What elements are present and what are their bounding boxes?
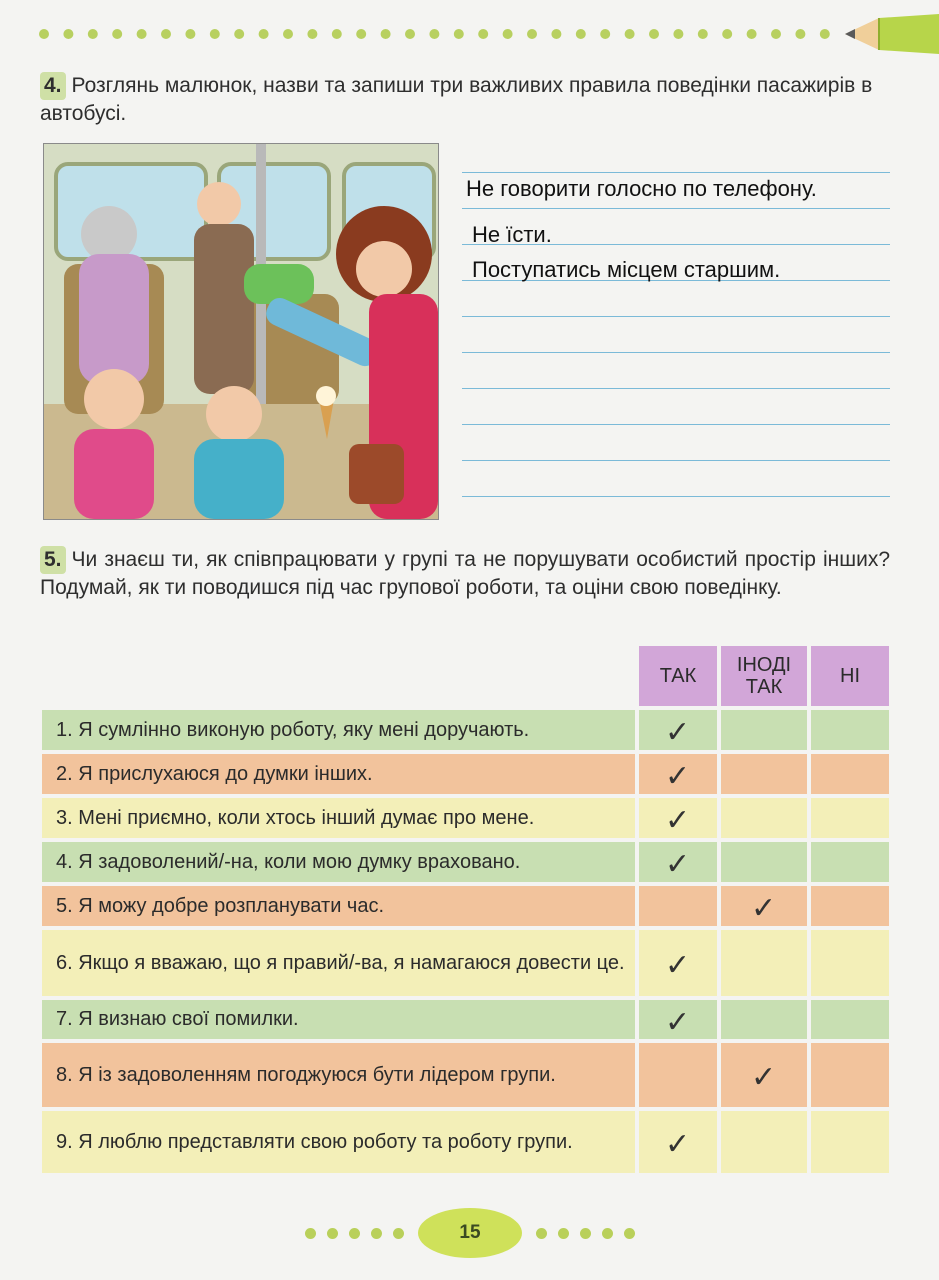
writing-line (462, 496, 890, 497)
answer-3: Поступатись місцем старшим. (472, 257, 781, 282)
check-icon: ✓ (751, 1060, 777, 1095)
check-icon: ✓ (665, 715, 691, 750)
table-cell (721, 798, 807, 838)
writing-line (462, 460, 890, 461)
table-cell (811, 754, 889, 794)
table-cell (811, 842, 889, 882)
table-cell (811, 930, 889, 996)
header-sometimes: ІНОДІ ТАК (721, 646, 807, 706)
check-icon: ✓ (665, 759, 691, 794)
check-icon: ✓ (665, 1004, 691, 1040)
task-number: 5. (40, 546, 66, 574)
answer-lines (462, 150, 890, 510)
table-row (42, 886, 889, 926)
check-icon: ✓ (665, 1127, 691, 1162)
table-cell (811, 798, 889, 838)
writing-line (462, 208, 890, 209)
answer-1: Не говорити голосно по телефону. (466, 176, 817, 201)
pencil-icon (839, 12, 939, 56)
check-icon: ✓ (665, 847, 691, 882)
task-text: Чи знаєш ти, як співпрацювати у групі та не порушувати особистий простір інших? Подумай, як ти поводишся під час групової роботи, та оціни свою поведінку. (40, 548, 890, 599)
table-row (42, 1043, 889, 1107)
writing-line (462, 316, 890, 317)
page-number: 15 (418, 1208, 522, 1258)
task-number: 4. (40, 72, 66, 100)
statement-text: 2. Я прислухаюся до думки інших. (56, 762, 373, 785)
table-cell (721, 842, 807, 882)
table-cell (811, 886, 889, 926)
answer-2: Не їсти. (472, 222, 552, 247)
page-footer (300, 1202, 640, 1264)
statement-text: 4. Я задоволений/-на, коли мою думку враховано. (56, 850, 521, 873)
table-cell (811, 1043, 889, 1107)
table-row (42, 1000, 889, 1039)
statement-text: 7. Я визнаю свої помилки. (56, 1008, 299, 1030)
table-row (42, 1111, 889, 1173)
writing-line (462, 388, 890, 389)
statement-text: 6. Якщо я вважаю, що я правий/-ва, я намагаюся довести це. (56, 951, 625, 974)
table-row (42, 798, 889, 838)
table-cell (721, 710, 807, 750)
table-cell (721, 930, 807, 996)
table-cell (811, 1000, 889, 1039)
table-cell (721, 754, 807, 794)
header-yes: ТАК (639, 646, 717, 706)
statement-text: 9. Я люблю представляти свою роботу та роботу групи. (56, 1130, 573, 1153)
statement-text: 3. Мені приємно, коли хтось інший думає про мене. (56, 806, 535, 829)
writing-line (462, 172, 890, 173)
bus-illustration (43, 143, 439, 520)
statement-text: 8. Я із задоволенням погоджуюся бути лідером групи. (56, 1063, 556, 1086)
table-cell (721, 1000, 807, 1039)
table-cell (811, 710, 889, 750)
table-row (42, 842, 889, 882)
statement-text: 1. Я сумлінно виконую роботу, яку мені доручають. (56, 718, 530, 741)
table-row (42, 930, 889, 996)
table-row (42, 754, 889, 794)
task-text: Розглянь малюнок, назви та запиши три важливих правила поведінки пасажирів в автобусі. (40, 74, 873, 125)
table-cell (639, 1043, 717, 1107)
check-icon: ✓ (665, 948, 691, 983)
table-row (42, 710, 889, 750)
top-dots-decoration (38, 28, 838, 40)
check-icon: ✓ (751, 891, 777, 926)
table-cell (721, 1111, 807, 1173)
writing-line (462, 424, 890, 425)
check-icon: ✓ (665, 803, 691, 838)
task-4 (40, 72, 890, 128)
task-5 (40, 546, 890, 602)
table-cell (639, 886, 717, 926)
table-cell (811, 1111, 889, 1173)
writing-line (462, 352, 890, 353)
header-no: НІ (811, 646, 889, 706)
statement-text: 5. Я можу добре розпланувати час. (56, 894, 385, 917)
